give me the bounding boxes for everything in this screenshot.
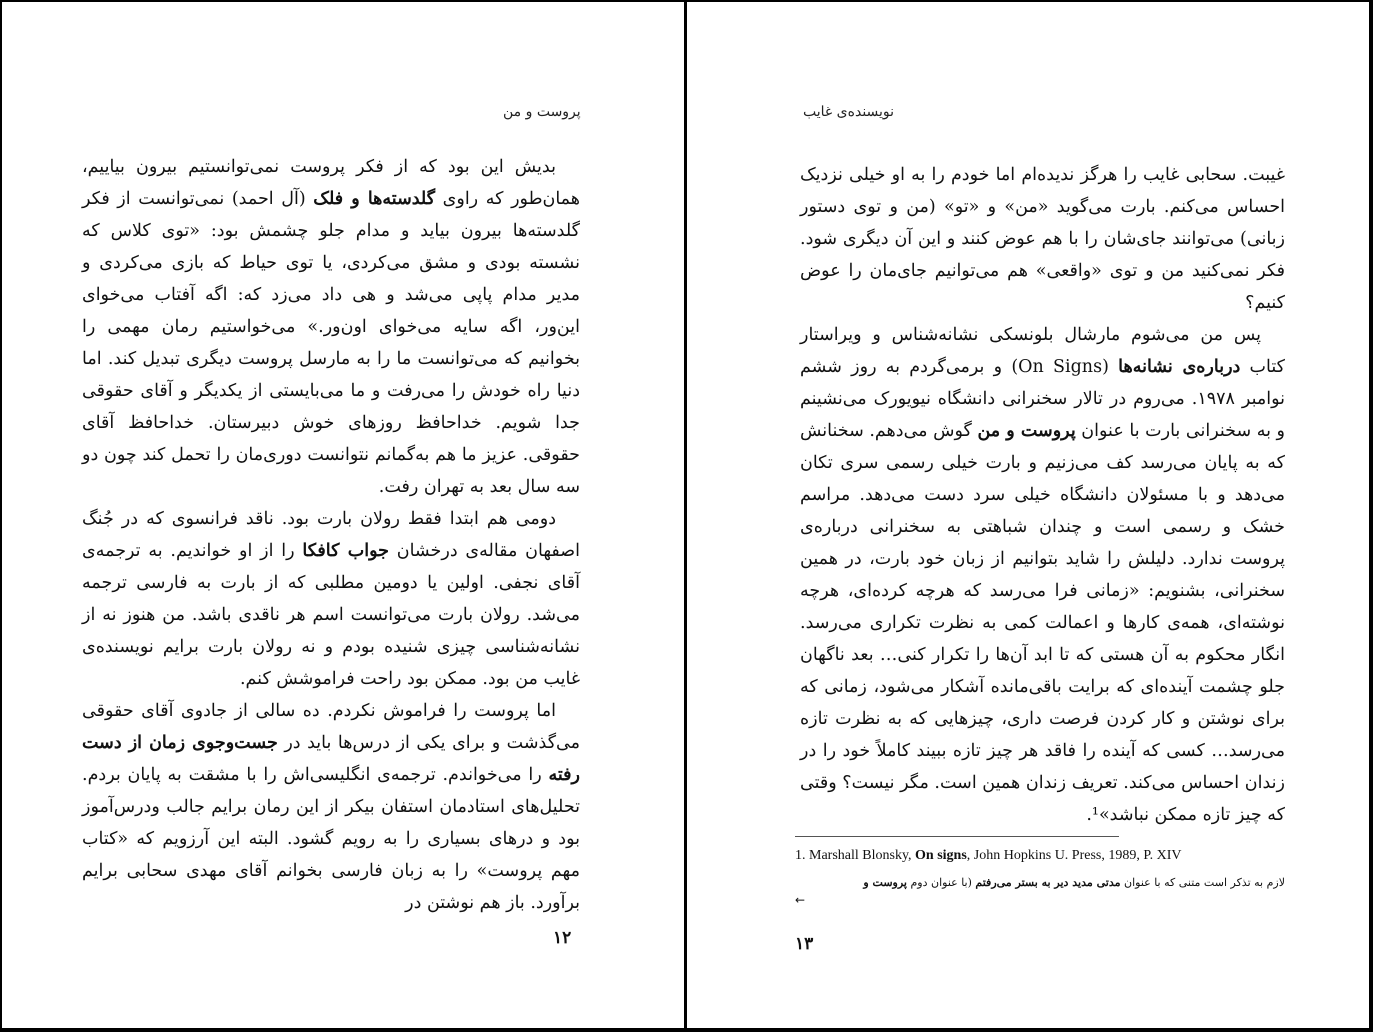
body-text — [82, 151, 580, 919]
bold-title-text: جست‌وجوی زمان از دست رفته — [82, 733, 580, 785]
bold-title-text: مدتی مدید دیر به بستر می‌رفتم — [975, 876, 1121, 889]
body-text — [800, 159, 1285, 831]
footnote-note — [795, 874, 1285, 892]
text-run: گوش می‌دهم. سخنانش که به پایان می‌رسد کف می‌زنیم و بارت خیلی رسمی سری تکان می‌دهد و با مسئولان دانشگاه خیلی سرد دست می‌دهد. مراسم خشک و رسمی است و چندان شباهتی به سخنرانی درباره‌ی پروست ندارد. دلیلش را شاید بتوانیم از زبان خود بارت، در همین سخنرانی، بشنویم: «زمانی فرا می‌رسد که هرچه کرده‌ای، هرچه نوشته‌ای، همه‌ی کارها و اعمالت کمی به نظرت تکراری می‌رسد. انگار محکوم به آن هستی که تا ابد آن‌ها را تکرار کنی… بعد ناگهان جلو چشمت آینده‌ای که برایت باقی‌مانده آشکار می‌شود، زمانی که برای نوشتن و کار کردن فرصت داری، چیزهایی که به نظرت تازه می‌رسد… کسی که آینده را فاقد هر چیز تازه ببیند کاملاً خود را در زندان احساس می‌کند. تعریف زندان همین است. مگر نیست؟ وقتی که چیز تازه ممکن نباشد»¹. — [800, 421, 1285, 825]
paragraph — [800, 319, 1285, 831]
bold-title-text: پروست و — [863, 876, 907, 889]
left-page — [0, 0, 684, 1032]
footnote-citation-suffix: , John Hopkins U. Press, 1989, P. XIV — [966, 848, 1182, 863]
paragraph — [800, 159, 1285, 319]
paragraph — [82, 151, 580, 503]
text-run: (با عنوان دوم — [907, 876, 976, 889]
text-run: (On Signs) و برمی‌گردم به روز ششم نوامبر ۱۹۷۸. می‌روم در تالار سخنرانی دانشگاه نیویورک می‌نشینم و به سخنرانی بارت با عنوان — [800, 357, 1286, 441]
text-run: بدیش این بود که از فکر پروست نمی‌توانستیم بیرون بیاییم، همان‌طور که راوی — [82, 157, 581, 209]
footnote-citation-title: On signs — [915, 848, 967, 863]
text-run: اما پروست را فراموش نکردم. ده سالی از جادوی آقای حقوقی می‌گذشت و برای یکی از درس‌ها باید در — [82, 701, 581, 753]
bold-title-text: گلدسته‌ها و فلک — [313, 189, 436, 209]
bold-title-text: پروست و من — [977, 421, 1076, 441]
paragraph — [82, 503, 580, 695]
footnote-citation — [795, 848, 1275, 864]
text-run: غیبت. سحابی غایب را هرگز ندیده‌ام اما خودم را به او خیلی نزدیک احساس می‌کنم. بارت می‌گوید «من» و «تو» (من و توی دستور زبانی) می‌توانند جای‌شان را با هم عوض کنند و این آن دیگری شود. فکر نمی‌کنید من و توی «واقعی» هم می‌توانیم جای‌مان را عوض کنیم؟ — [800, 165, 1285, 313]
text-run: دومی هم ابتدا فقط رولان بارت بود. ناقد فرانسوی که در جُنگ اصفهان مقاله‌ی درخشان — [82, 509, 581, 561]
text-run: لازم به تذکر است متنی که با عنوان — [1120, 876, 1285, 889]
text-run: را از او خواندیم. به ترجمه‌ی آقای نجفی. اولین یا دومین مطلبی که از بارت به فارسی ترجمه می‌شد. رولان بارت می‌توانست اسم هر ناقدی باشد. من هنوز نه از نشانه‌شناسی چیزی شنیده بودم و نه رولان بارت برایم نویسنده‌ی غایب من بود. ممکن بود راحت فراموشش کنم. — [82, 541, 580, 689]
running-header: پروست و من — [503, 104, 581, 120]
text-run: را می‌خواندم. ترجمه‌ی انگلیسی‌اش را با مشقت به پایان بردم. تحلیل‌های استادمان استفان بیکر از این رمان برایم جالب ودرس‌آموز بود و درهای بسیاری را به رویم گشود. البته این آرزویم که «کتاب مهم پروست» را به زبان فارسی بخوانم آقای مهدی سحابی برایم برآورد. باز هم نوشتن در — [82, 765, 580, 913]
footnote-divider — [795, 836, 1119, 837]
paragraph — [82, 695, 580, 919]
footnote-citation-prefix: 1. Marshall Blonsky, — [795, 848, 916, 863]
page-number: ۱۲ — [553, 928, 572, 948]
text-run: (آل احمد) نمی‌توانست از فکر گلدسته‌ها بیرون بیاید و مدام جلو چشمش بود: «توی کلاس که نشسته بودی و مشق می‌کردی، یا توی حیاط که بازی می‌کردی و مدیر مدام پاپی می‌شد و هی داد می‌زد که: اگه آفتاب می‌خوای این‌ور، اگه سایه می‌خوای اون‌ور.» می‌خواستیم رمان مهمی را بخوانیم که می‌توانست ما را به مارسل پروست دیگری تبدیل کند. اما دنیا راه خودش را می‌رفت و ما می‌بایستی از یکدیگر و آقای حقوقی جدا شویم. خداحافظ روزهای خوش دبیرستان. خداحافظ آقای حقوقی. عزیز ما هم به‌گمانم نتوانست دوری‌مان را تحمل کند چون دو سه سال بعد به تهران رفت. — [82, 189, 580, 497]
running-header: نویسنده‌ی غایب — [803, 104, 895, 120]
text-run: پس من می‌شوم مارشال بلونسکی نشانه‌شناس و ویراستار کتاب — [800, 325, 1285, 377]
bold-title-text: درباره‌ی نشانه‌ها — [1118, 357, 1241, 377]
page-number: ۱۳ — [795, 934, 814, 954]
continued-arrow-icon: ← — [795, 893, 806, 907]
border-right — [1369, 0, 1373, 1032]
right-page — [687, 0, 1369, 1032]
bold-title-text: جواب کافکا — [302, 541, 389, 561]
